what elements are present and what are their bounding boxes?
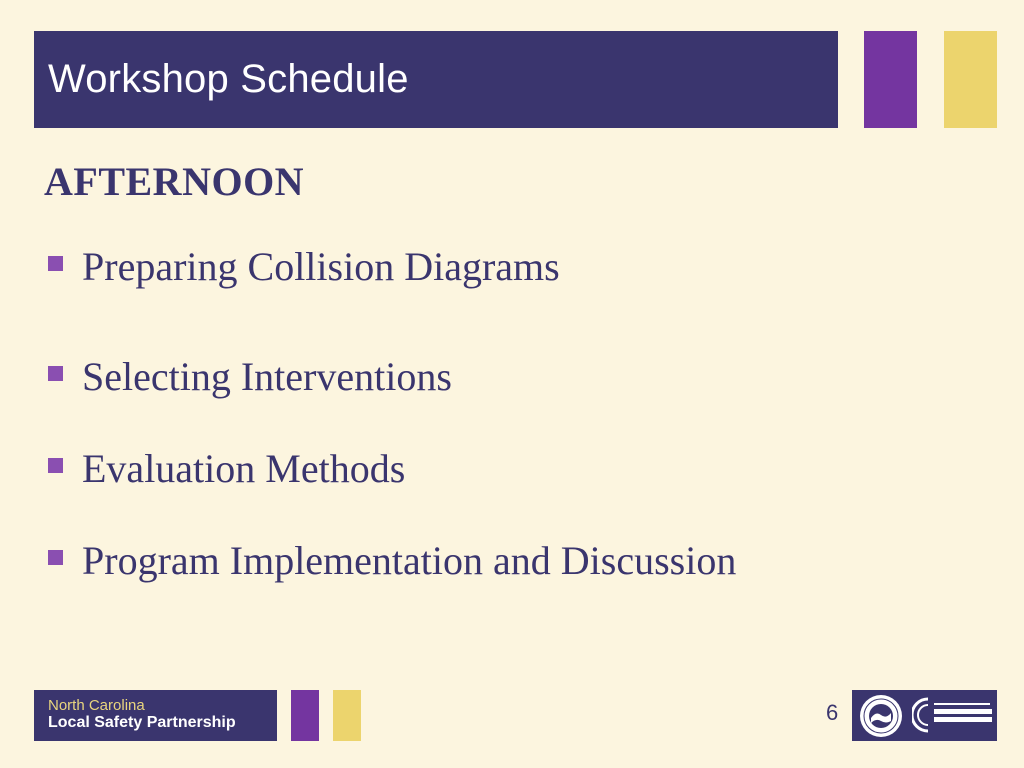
bullet-list [48,238,736,606]
bullet-square-icon [48,458,63,473]
hsrc-logo-icon [912,695,994,735]
bullet-item [48,422,736,514]
bullet-text: Evaluation Methods [82,445,406,491]
bullet-item [48,238,736,294]
bullet-square-icon [48,256,63,271]
page-number: 6 [826,700,839,725]
title-bar [34,31,838,128]
footer-accent-yellow [333,690,361,741]
partner-logos [852,690,997,741]
bullet-text: Preparing Collision Diagrams [82,243,560,289]
footer-org-logo [34,690,277,741]
bullet-item [48,514,736,606]
accent-block-purple [864,31,917,128]
bullet-text: Selecting Interventions [82,353,452,399]
bullet-item [48,330,736,422]
section-heading: AFTERNOON [44,159,305,204]
bullet-text: Program Implementation and Discussion [82,537,737,583]
accent-block-yellow [944,31,997,128]
bullet-square-icon [48,366,63,381]
slide-title: Workshop Schedule [48,57,409,101]
footer-org-line1: North Carolina [48,697,145,714]
footer-org-line2: Local Safety Partnership [48,714,236,731]
bullet-square-icon [48,550,63,565]
footer-accent-purple [291,690,319,741]
ncdot-seal-icon [858,693,904,739]
